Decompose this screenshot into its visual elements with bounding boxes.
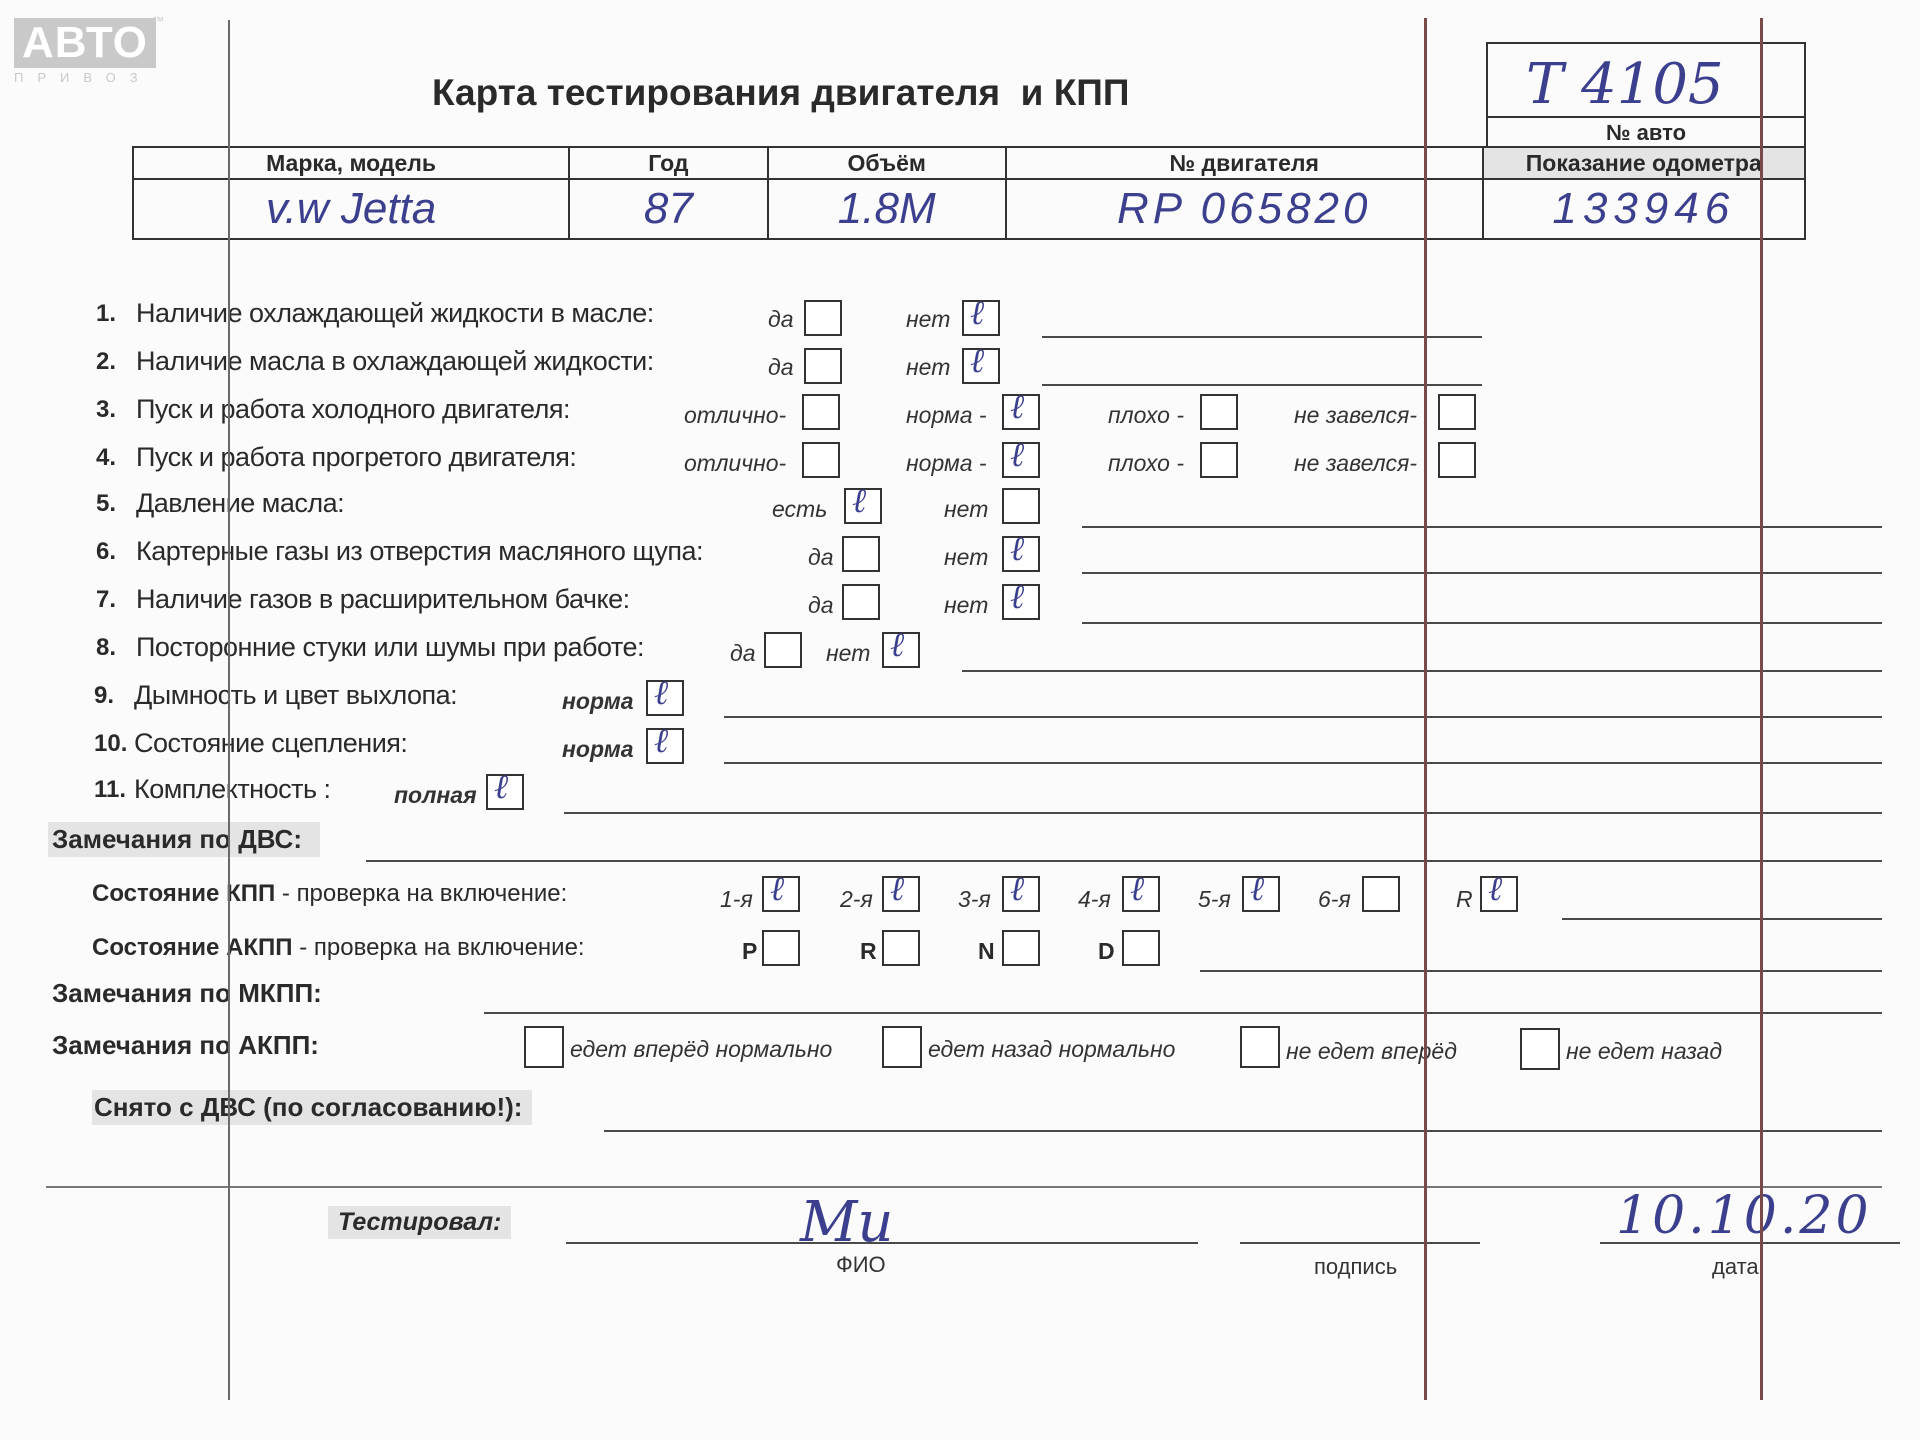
comment-line [962, 670, 1882, 672]
checkbox-gear-5[interactable] [1242, 869, 1280, 912]
question-text: Наличие газов в расширительном бачке: [136, 584, 630, 614]
logo-sub: ПРИВОЗ [14, 70, 152, 86]
checkbox-excellent[interactable] [802, 442, 840, 478]
option-label: плохо - [1108, 450, 1184, 476]
checkbox-mode-r[interactable] [882, 930, 920, 966]
checkbox-backward-ok[interactable] [882, 1026, 922, 1068]
binder-line-middle [1424, 18, 1427, 1400]
check-mark-icon: ℓ [1010, 529, 1025, 569]
checkbox-gear-6[interactable] [1362, 876, 1400, 912]
question-number: 9. [94, 682, 115, 709]
option-label: норма [562, 736, 634, 762]
check-mark-icon: ℓ [1010, 435, 1025, 475]
check-mark-icon: ℓ [1010, 387, 1025, 427]
checkbox-no[interactable] [1002, 529, 1040, 572]
akpp-label-bold: Состояние АКПП [92, 934, 293, 961]
checkbox-yes[interactable] [842, 584, 880, 620]
checkbox-no-backward[interactable] [1520, 1028, 1560, 1070]
checkbox-mode-n[interactable] [1002, 930, 1040, 966]
checkbox-mode-d[interactable] [1122, 930, 1160, 966]
gear-label: R [1456, 886, 1473, 912]
gear-label: 6-я [1318, 886, 1351, 912]
checkbox-no[interactable] [1002, 488, 1040, 524]
removed-line [604, 1130, 1882, 1132]
option-label: не завелся- [1294, 450, 1418, 476]
option-label: нет [944, 544, 989, 570]
checkbox-normal[interactable] [1002, 435, 1040, 478]
comment-line [724, 716, 1882, 718]
option-label: нет [944, 592, 989, 618]
checkbox-complete[interactable] [486, 767, 524, 810]
question-text: Дымность и цвет выхлопа: [134, 680, 458, 710]
volume-value: 1.8M [768, 179, 1006, 239]
binder-line-right [1760, 18, 1763, 1400]
question-number: 4. [96, 444, 117, 471]
kpp-comment-line [1562, 918, 1882, 920]
option-label: да [768, 354, 794, 380]
akpp-label-rest: - проверка на включение: [292, 934, 585, 961]
checkbox-no[interactable] [962, 341, 1000, 384]
question-number: 3. [96, 396, 117, 423]
option-label: едет назад нормально [928, 1036, 1176, 1062]
remarks-dvs-label: Замечания по ДВС: [48, 822, 320, 857]
question-number: 10. [94, 730, 128, 757]
checkbox-gear-4[interactable] [1122, 869, 1160, 912]
question-text: Состояние сцепления: [134, 728, 408, 758]
checkbox-normal[interactable] [646, 721, 684, 764]
checkbox-normal[interactable] [1002, 387, 1040, 430]
comment-line [1042, 384, 1482, 386]
question-text: Посторонние стуки или шумы при работе: [136, 632, 644, 662]
checkbox-no[interactable] [962, 293, 1000, 336]
handwritten-date: 10.10.20 [1616, 1186, 1872, 1246]
kpp-label-rest: - проверка на включение: [275, 880, 568, 907]
checkbox-gear-1[interactable] [762, 869, 800, 912]
mode-label: R [860, 938, 877, 964]
col-header-year: Год [569, 147, 767, 179]
checkbox-not-started[interactable] [1438, 442, 1476, 478]
check-mark-icon: ℓ [890, 625, 905, 665]
question-number: 8. [96, 634, 117, 661]
option-label: норма [562, 688, 634, 714]
checkbox-yes[interactable] [804, 348, 842, 384]
page-title: Карта тестирования двигателя и КПП [432, 72, 1130, 113]
section-divider [46, 1186, 1882, 1188]
question-number: 5. [96, 490, 117, 517]
check-mark-icon: ℓ [970, 293, 985, 333]
option-label: нет [826, 640, 871, 666]
comment-line [724, 762, 1882, 764]
question-text: Пуск и работа прогретого двигателя: [136, 442, 577, 472]
checkbox-no-forward[interactable] [1240, 1026, 1280, 1068]
option-label: есть [772, 496, 828, 522]
option-label: не едет вперёд [1286, 1038, 1457, 1064]
checkbox-yes[interactable] [844, 481, 882, 524]
question-number: 7. [96, 586, 117, 613]
gear-label: 4-я [1078, 886, 1111, 912]
handwritten-name: Mu [800, 1190, 894, 1255]
car-number-label: № авто [1605, 120, 1687, 145]
checkbox-mode-p[interactable] [762, 930, 800, 966]
question-number: 2. [96, 348, 117, 375]
check-mark-icon: ℓ [890, 869, 905, 909]
removed-label: Снято с ДВС (по согласованию!): [92, 1090, 532, 1125]
signature-line [1240, 1242, 1480, 1244]
option-label: отлично- [684, 402, 787, 428]
question-text: Давление масла: [136, 488, 345, 518]
signature-caption: подпись [1314, 1254, 1398, 1279]
checkbox-gear-3[interactable] [1002, 869, 1040, 912]
akpp-label [92, 934, 585, 962]
checkbox-no[interactable] [1002, 577, 1040, 620]
engine-number-value: RP 065820 [1006, 179, 1483, 239]
col-header-model: Марка, модель [133, 147, 569, 179]
check-mark-icon: ℓ [1130, 869, 1145, 909]
check-mark-icon: ℓ [1250, 869, 1265, 909]
check-mark-icon: ℓ [1488, 869, 1503, 909]
mode-label: P [742, 938, 758, 964]
checkbox-forward-ok[interactable] [524, 1026, 564, 1068]
check-mark-icon: ℓ [1010, 577, 1025, 617]
option-label: норма - [906, 450, 987, 476]
option-label: да [808, 544, 834, 570]
option-label: нет [906, 306, 951, 332]
col-header-volume: Объём [768, 147, 1006, 179]
tested-by-label: Тестировал: [328, 1206, 511, 1239]
check-mark-icon: ℓ [852, 481, 867, 521]
gear-label: 2-я [840, 886, 873, 912]
option-label: да [768, 306, 794, 332]
checkbox-yes[interactable] [842, 536, 880, 572]
checkbox-normal[interactable] [646, 673, 684, 716]
checkbox-no[interactable] [882, 625, 920, 668]
col-header-engine-number: № двигателя [1006, 147, 1483, 179]
checkbox-bad[interactable] [1200, 442, 1238, 478]
option-label: полная [394, 782, 477, 808]
question-number: 11. [94, 776, 127, 803]
odometer-value: 133946 [1483, 179, 1805, 239]
option-label: не завелся- [1294, 402, 1418, 428]
check-mark-icon: ℓ [654, 721, 669, 761]
checkbox-excellent[interactable] [802, 394, 840, 430]
binder-line-left [228, 20, 230, 1400]
mode-label: D [1098, 938, 1115, 964]
check-mark-icon: ℓ [770, 869, 785, 909]
question-number: 1. [96, 300, 117, 327]
gear-label: 1-я [720, 886, 753, 912]
mode-label: N [978, 938, 995, 964]
year-value: 87 [569, 179, 767, 239]
remarks-dvs-line [366, 860, 1882, 862]
date-caption: дата [1712, 1254, 1759, 1279]
option-label: нет [906, 354, 951, 380]
logo-main: АВТО [14, 18, 156, 68]
checkbox-gear-reverse[interactable] [1480, 869, 1518, 912]
option-label: норма - [906, 402, 987, 428]
question-text: Наличие масла в охлаждающей жидкости: [136, 346, 654, 376]
option-label: плохо - [1108, 402, 1184, 428]
check-mark-icon: ℓ [654, 673, 669, 713]
checkbox-bad[interactable] [1200, 394, 1238, 430]
comment-line [1042, 336, 1482, 338]
model-value: v.w Jetta [133, 179, 569, 239]
option-label: нет [944, 496, 989, 522]
gear-label: 5-я [1198, 886, 1231, 912]
option-label: да [730, 640, 756, 666]
check-mark-icon: ℓ [970, 341, 985, 381]
question-text: Пуск и работа холодного двигателя: [136, 394, 570, 424]
question-text: Наличие охлаждающей жидкости в масле: [136, 298, 654, 328]
kpp-label [92, 880, 567, 908]
comment-line [564, 812, 1882, 814]
remarks-mkpp-label: Замечания по МКПП: [52, 978, 322, 1008]
option-label: отлично- [684, 450, 787, 476]
fio-caption: ФИО [836, 1252, 886, 1277]
question-text: Картерные газы из отверстия масляного щупа: [136, 536, 704, 566]
gear-label: 3-я [958, 886, 991, 912]
kpp-label-bold: Состояние КПП [92, 880, 276, 907]
check-mark-icon: ℓ [1010, 869, 1025, 909]
remarks-mkpp-line [484, 1012, 1882, 1014]
logo [14, 14, 164, 86]
checkbox-not-started[interactable] [1438, 394, 1476, 430]
option-label: не едет назад [1566, 1038, 1723, 1064]
car-number-box [1486, 42, 1806, 150]
akpp-comment-line [1200, 970, 1882, 972]
col-header-odometer: Показание одометра [1483, 147, 1805, 179]
question-text: Комплектность : [134, 774, 331, 804]
question-number: 6. [96, 538, 117, 565]
car-number-handwritten: T 4105 [1526, 52, 1724, 117]
check-mark-icon: ℓ [494, 767, 509, 807]
checkbox-gear-2[interactable] [882, 869, 920, 912]
checkbox-yes[interactable] [764, 632, 802, 668]
checkbox-yes[interactable] [804, 300, 842, 336]
option-label: едет вперёд нормально [570, 1036, 833, 1062]
option-label: да [808, 592, 834, 618]
remarks-akpp-label: Замечания по АКПП: [52, 1030, 319, 1060]
logo-tm: ™ [152, 14, 164, 28]
vehicle-info-table [132, 146, 1806, 240]
